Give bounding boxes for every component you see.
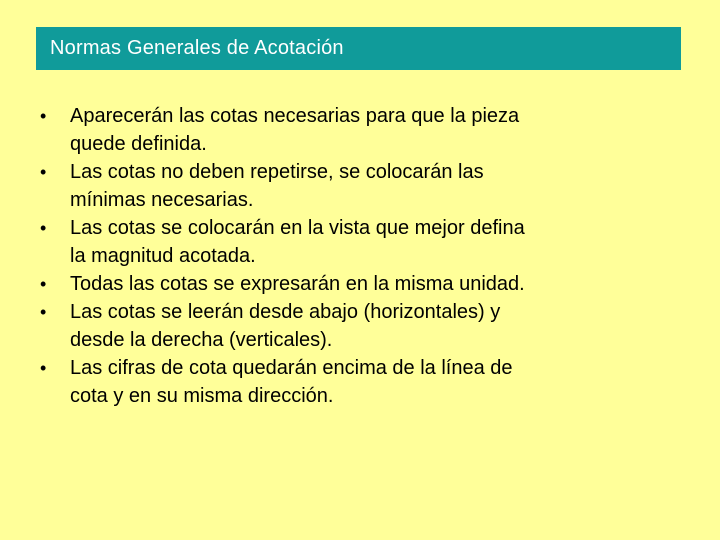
list-item-line: cota y en su misma dirección. [70, 385, 334, 407]
list-item [40, 354, 680, 410]
list-item-line: Todas las cotas se expresarán en la misma unidad. [70, 273, 525, 295]
bullet-list [40, 102, 680, 410]
list-item-line: Aparecerán las cotas necesarias para que la pieza [70, 105, 520, 127]
list-item [40, 270, 680, 298]
list-item [40, 158, 680, 214]
bullet-icon: • [40, 274, 47, 294]
list-item-text [70, 214, 680, 270]
list-item-line: Las cifras de cota quedarán encima de la línea de [70, 357, 513, 379]
list-item-text [70, 270, 680, 298]
list-item [40, 214, 680, 270]
list-item-line: Las cotas no deben repetirse, se colocarán las [70, 161, 484, 183]
list-item-text [70, 354, 680, 410]
list-item-line: quede definida. [70, 133, 207, 155]
title-bar [36, 27, 681, 70]
list-item [40, 298, 680, 354]
list-item-line: la magnitud acotada. [70, 245, 256, 267]
list-item [40, 102, 680, 158]
bullet-icon: • [40, 358, 47, 378]
page-title: Normas Generales de Acotación [50, 37, 344, 59]
list-item-text [70, 158, 680, 214]
list-item-line: mínimas necesarias. [70, 189, 254, 211]
bullet-icon: • [40, 162, 47, 182]
list-item-line: Las cotas se leerán desde abajo (horizontales) y [70, 301, 501, 323]
bullet-icon: • [40, 218, 47, 238]
list-item-text [70, 298, 680, 354]
list-item-line: desde la derecha (verticales). [70, 329, 333, 351]
bullet-icon: • [40, 106, 47, 126]
bullet-icon: • [40, 302, 47, 322]
list-item-text [70, 102, 680, 158]
list-item-line: Las cotas se colocarán en la vista que mejor defina [70, 217, 525, 239]
